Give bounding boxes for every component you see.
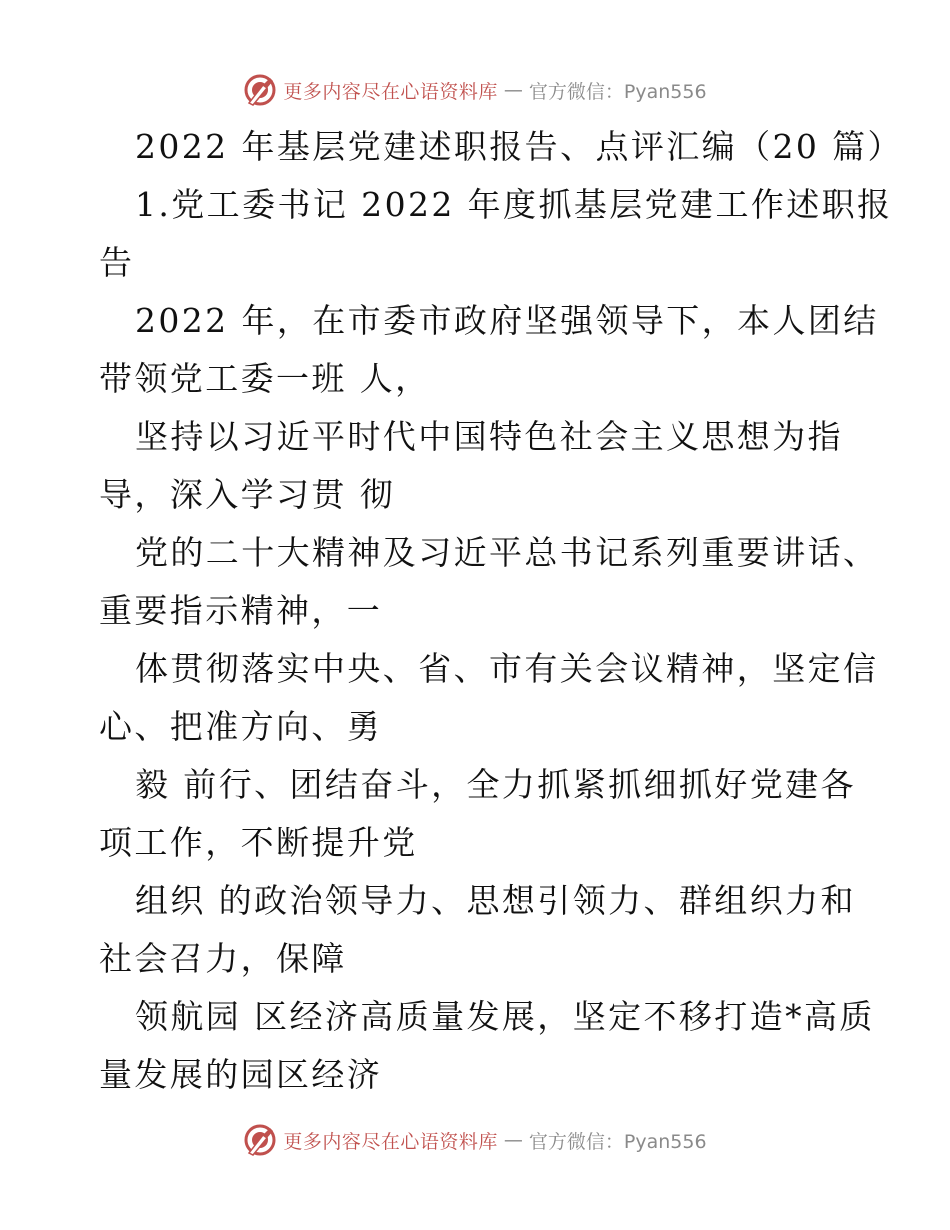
pen-seal-logo-icon [243, 73, 277, 107]
paragraph-line: 重要指示精神，一 [99, 591, 383, 630]
paragraph-line: 社会召力，保障 [99, 939, 347, 978]
paragraph-line: 量发展的园区经济 [99, 1055, 383, 1094]
paragraph-line: 体贯彻落实中央、省、市有关会议精神，坚定信 [135, 649, 879, 688]
paragraph-line: 组织 的政治领导力、思想引领力、群组织力和 [135, 881, 856, 920]
paragraph-line: 2022 年，在市委市政府坚强领导下，本人团结 [135, 301, 879, 340]
paragraph-line: 毅 前行、团结奋斗，全力抓紧抓细抓好党建各 [135, 765, 856, 804]
section-heading-line-2: 告 [99, 243, 135, 282]
document-title: 2022 年基层党建述职报告、点评汇编（20 篇） [135, 127, 903, 166]
paragraph-line: 带领党工委一班 人， [99, 359, 431, 398]
paragraph-line: 项工作，不断提升党 [99, 823, 418, 862]
paragraph-line: 坚持以习近平时代中国特色社会主义思想为指 [135, 417, 843, 456]
footer-contact-text: 官方微信：Pyan556 [528, 1130, 707, 1153]
section-heading-line-1: 1.党工委书记 2022 年度抓基层党建工作述职报 [135, 185, 893, 224]
pen-seal-logo-icon [243, 1123, 277, 1157]
paragraph-line: 心、把准方向、勇 [99, 707, 383, 746]
header-brand-text: 更多内容尽在心语资料库 [283, 80, 498, 103]
footer-brand-text: 更多内容尽在心语资料库 [283, 1130, 498, 1153]
header-separator: — [503, 79, 523, 101]
footer-watermark-banner [0, 1120, 950, 1160]
paragraph-line: 领航园 区经济高质量发展，坚定不移打造*高质 [135, 997, 875, 1036]
paragraph-line: 导，深入学习贯 彻 [99, 475, 396, 514]
footer-separator: — [503, 1129, 523, 1151]
header-watermark-banner [0, 70, 950, 110]
document-body [99, 118, 903, 1104]
header-contact-text: 官方微信：Pyan556 [528, 80, 707, 103]
paragraph-line: 党的二十大精神及习近平总书记系列重要讲话、 [135, 533, 879, 572]
